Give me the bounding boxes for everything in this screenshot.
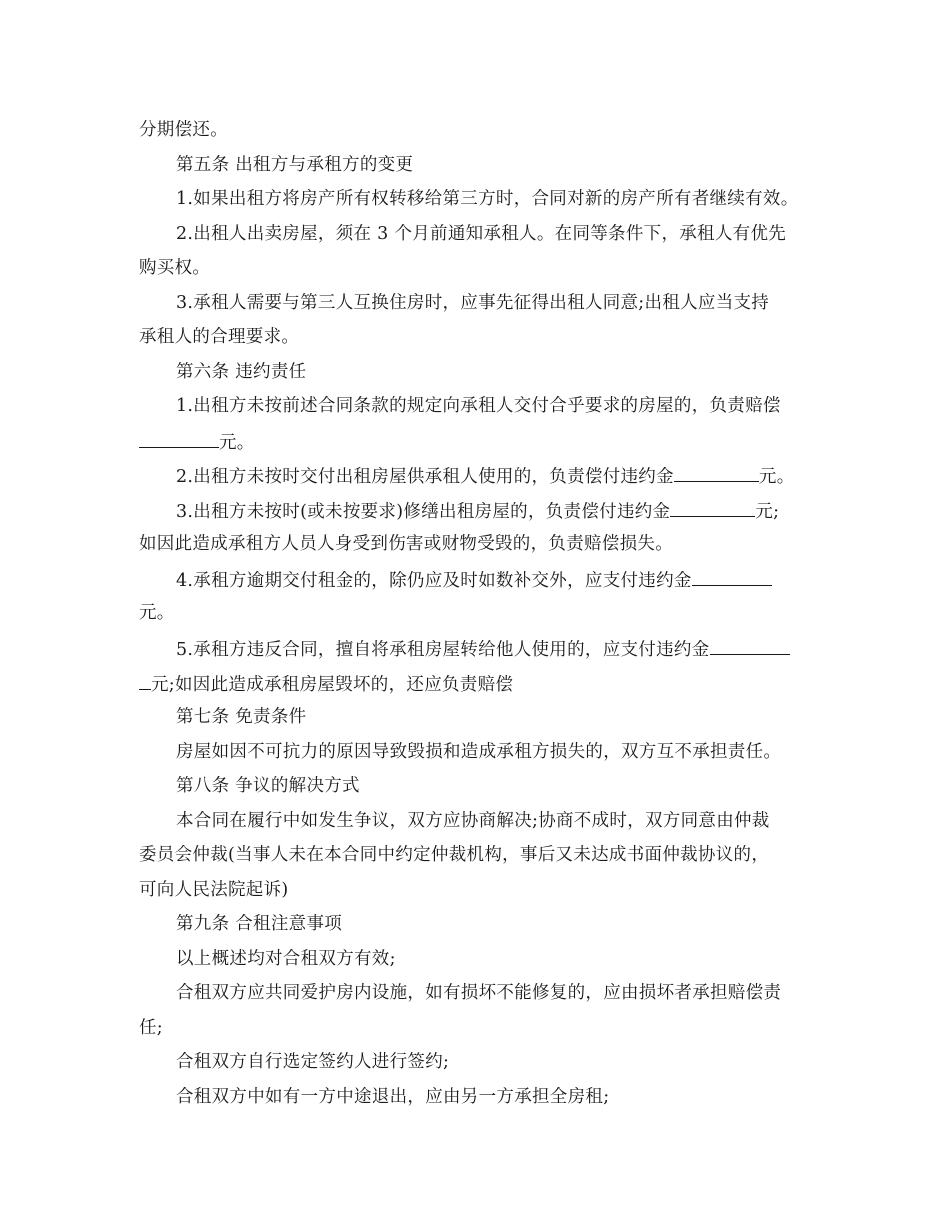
clause-6-3-continued — [139, 530, 814, 559]
clause-9-3 — [139, 1048, 814, 1077]
paragraph-line — [139, 116, 814, 145]
clause-5-2 — [139, 220, 814, 249]
text-line: 元;如因此造成承租房屋毁坏的，还应负责赔偿 — [151, 674, 514, 695]
text-line: 3.承租人需要与第三人互换住房时，应事先征得出租人同意;出租人应当支持 — [176, 292, 770, 313]
text-line: 购买权。 — [139, 258, 211, 279]
clause-7 — [139, 738, 814, 767]
text-line: 元。 — [219, 432, 255, 453]
text-line: 2.出租人出卖房屋，须在 3 个月前通知承租人。在同等条件下，承租人有优先 — [176, 223, 787, 244]
clause-5-1 — [139, 185, 814, 214]
text-line: 委员会仲裁(当事人未在本合同中约定仲裁机构，事后又未达成书面仲裁协议的， — [139, 845, 770, 866]
clause-5-3-continued — [139, 323, 814, 352]
amount-blank — [670, 496, 755, 517]
amount-blank — [692, 565, 772, 586]
text-line: 本合同在履行中如发生争议，双方应协商解决;协商不成时，双方同意由仲裁 — [176, 810, 770, 831]
text-line: 合租双方自行选定签约人进行签约; — [176, 1052, 450, 1073]
text-line: 如因此造成承租方人员人身受到伤害或财物受毁的，负责赔偿损失。 — [139, 534, 673, 555]
text-line: 合租双方应共同爱护房内设施，如有损坏不能修复的，应由损坏者承担赔偿责 — [176, 983, 782, 1004]
text-line: 可向人民法院起诉) — [139, 879, 289, 900]
clause-5-2-continued — [139, 254, 814, 283]
amount-blank — [674, 461, 759, 482]
amount-blank — [139, 669, 151, 690]
section-heading-article-7 — [139, 703, 814, 732]
section-heading-article-5 — [139, 151, 814, 180]
section-heading-text: 第八条 争议的解决方式 — [176, 776, 360, 797]
text-line: 元; — [755, 501, 780, 522]
text-line: 元。 — [758, 467, 795, 488]
clause-6-5-continued — [139, 669, 814, 698]
clause-5-3 — [139, 289, 814, 318]
clause-6-5 — [139, 634, 814, 663]
section-heading-text: 第九条 合租注意事项 — [176, 914, 343, 935]
clause-6-2 — [139, 461, 814, 490]
text-line: 分期偿还。 — [139, 120, 228, 140]
clause-9-1 — [139, 945, 814, 974]
clause-6-1-continued — [139, 427, 814, 456]
clause-9-2-continued — [139, 1014, 814, 1043]
clause-6-4-continued — [139, 599, 814, 628]
document-body — [139, 116, 814, 1117]
section-heading-text: 第六条 违约责任 — [176, 361, 307, 382]
clause-6-4 — [139, 565, 814, 594]
text-line: 合租双方中如有一方中途退出，应由另一方承担全房租; — [176, 1086, 610, 1107]
amount-blank — [139, 427, 219, 448]
text-line: 房屋如因不可抗力的原因导致毁损和造成承租方损失的，双方互不承担责任。 — [176, 741, 782, 762]
clause-8-continued — [139, 841, 814, 870]
text-line: 2.出租方未按时交付出租房屋供承租人使用的，负责偿付违约金 — [176, 467, 674, 488]
section-heading-article-9 — [139, 910, 814, 939]
text-line: 3.出租方未按时(或未按要求)修缮出租房屋的，负责偿付违约金 — [176, 501, 671, 522]
section-heading-text: 第五条 出租方与承租方的变更 — [176, 154, 414, 175]
clause-9-4 — [139, 1083, 814, 1112]
text-line: 承租人的合理要求。 — [139, 327, 300, 348]
clause-9-2 — [139, 979, 814, 1008]
section-heading-article-8 — [139, 772, 814, 801]
section-heading-article-6 — [139, 358, 814, 387]
text-line: 任; — [139, 1017, 163, 1038]
text-line: 1.出租方未按前述合同条款的规定向承租人交付合乎要求的房屋的，负责赔偿 — [176, 396, 781, 417]
clause-8-continued — [139, 876, 814, 905]
clause-8 — [139, 807, 814, 836]
text-line: 4.承租方逾期交付租金的，除仍应及时如数补交外，应支付违约金 — [176, 570, 692, 591]
clause-6-3 — [139, 496, 814, 525]
text-line: 元。 — [139, 603, 175, 624]
text-line: 5.承租方违反合同，擅自将承租房屋转给他人使用的，应支付违约金 — [176, 639, 710, 660]
text-line: 以上概述均对合租双方有效; — [176, 948, 396, 969]
section-heading-text: 第七条 免责条件 — [176, 707, 307, 728]
clause-6-1 — [139, 392, 814, 421]
amount-blank — [710, 634, 790, 655]
text-line: 1.如果出租方将房产所有权转移给第三方时，合同对新的房产所有者继续有效。 — [176, 189, 799, 210]
